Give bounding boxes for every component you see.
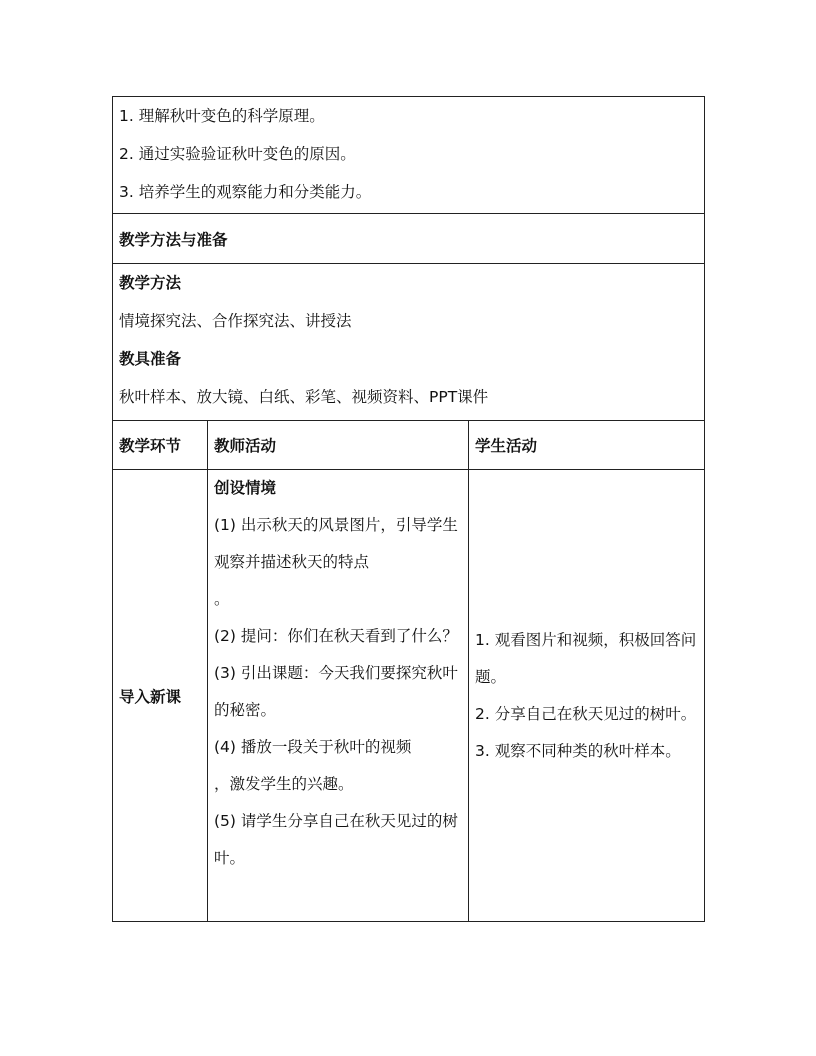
- intro-teacher-cell: [208, 470, 469, 922]
- objectives-row: [113, 97, 705, 214]
- methods-title-cell: [113, 214, 705, 264]
- lesson-plan-table: [112, 96, 705, 922]
- intro-student-cell: [469, 470, 705, 922]
- teacher-activity-item: (1) 出示秋天的风景图片，引导学生观察并描述秋天的特点: [214, 516, 458, 571]
- teacher-activity-item: (2) 提问：你们在秋天看到了什么？: [214, 627, 458, 645]
- methods-row: [113, 264, 705, 421]
- teacher-activity-item: 。: [214, 590, 230, 608]
- method-heading: 教学方法: [119, 274, 182, 292]
- objectives-cell: [113, 97, 705, 214]
- method-text: 情境探究法、合作探究法、讲授法: [119, 312, 352, 330]
- header-student: 学生活动: [469, 421, 705, 470]
- intro-phase: 导入新课: [113, 470, 208, 922]
- tools-heading: 教具准备: [119, 350, 182, 368]
- student-activity-item: 1. 观看图片和视频，积极回答问题。: [475, 630, 697, 686]
- objective-item: 3. 培养学生的观察能力和分类能力。: [119, 183, 372, 201]
- header-phase: 教学环节: [113, 421, 208, 470]
- teacher-activity-item: (3) 引出课题：今天我们要探究秋叶的秘密。: [214, 664, 458, 719]
- teacher-activity-item: (4) 播放一段关于秋叶的视频: [214, 738, 412, 756]
- student-activity-item: 3. 观察不同种类的秋叶样本。: [475, 741, 681, 760]
- objective-item: 1. 理解秋叶变色的科学原理。: [119, 107, 325, 125]
- objective-item: 2. 通过实验验证秋叶变色的原因。: [119, 145, 356, 163]
- teacher-activity-item: (5) 请学生分享自己在秋天见过的树叶。: [214, 812, 458, 867]
- teacher-activity-item: ，激发学生的兴趣。: [214, 775, 354, 793]
- tools-text: 秋叶样本、放大镜、白纸、彩笔、视频资料、PPT课件: [119, 388, 489, 406]
- header-teacher: 教师活动: [208, 421, 469, 470]
- table-header-row: [113, 421, 705, 470]
- teacher-activity-title: 创设情境: [214, 479, 277, 497]
- methods-cell: [113, 264, 705, 421]
- section-title: 教学方法与准备: [119, 230, 228, 249]
- student-activity-item: 2. 分享自己在秋天见过的树叶。: [475, 704, 697, 723]
- methods-title-row: [113, 214, 705, 264]
- intro-row: [113, 470, 705, 922]
